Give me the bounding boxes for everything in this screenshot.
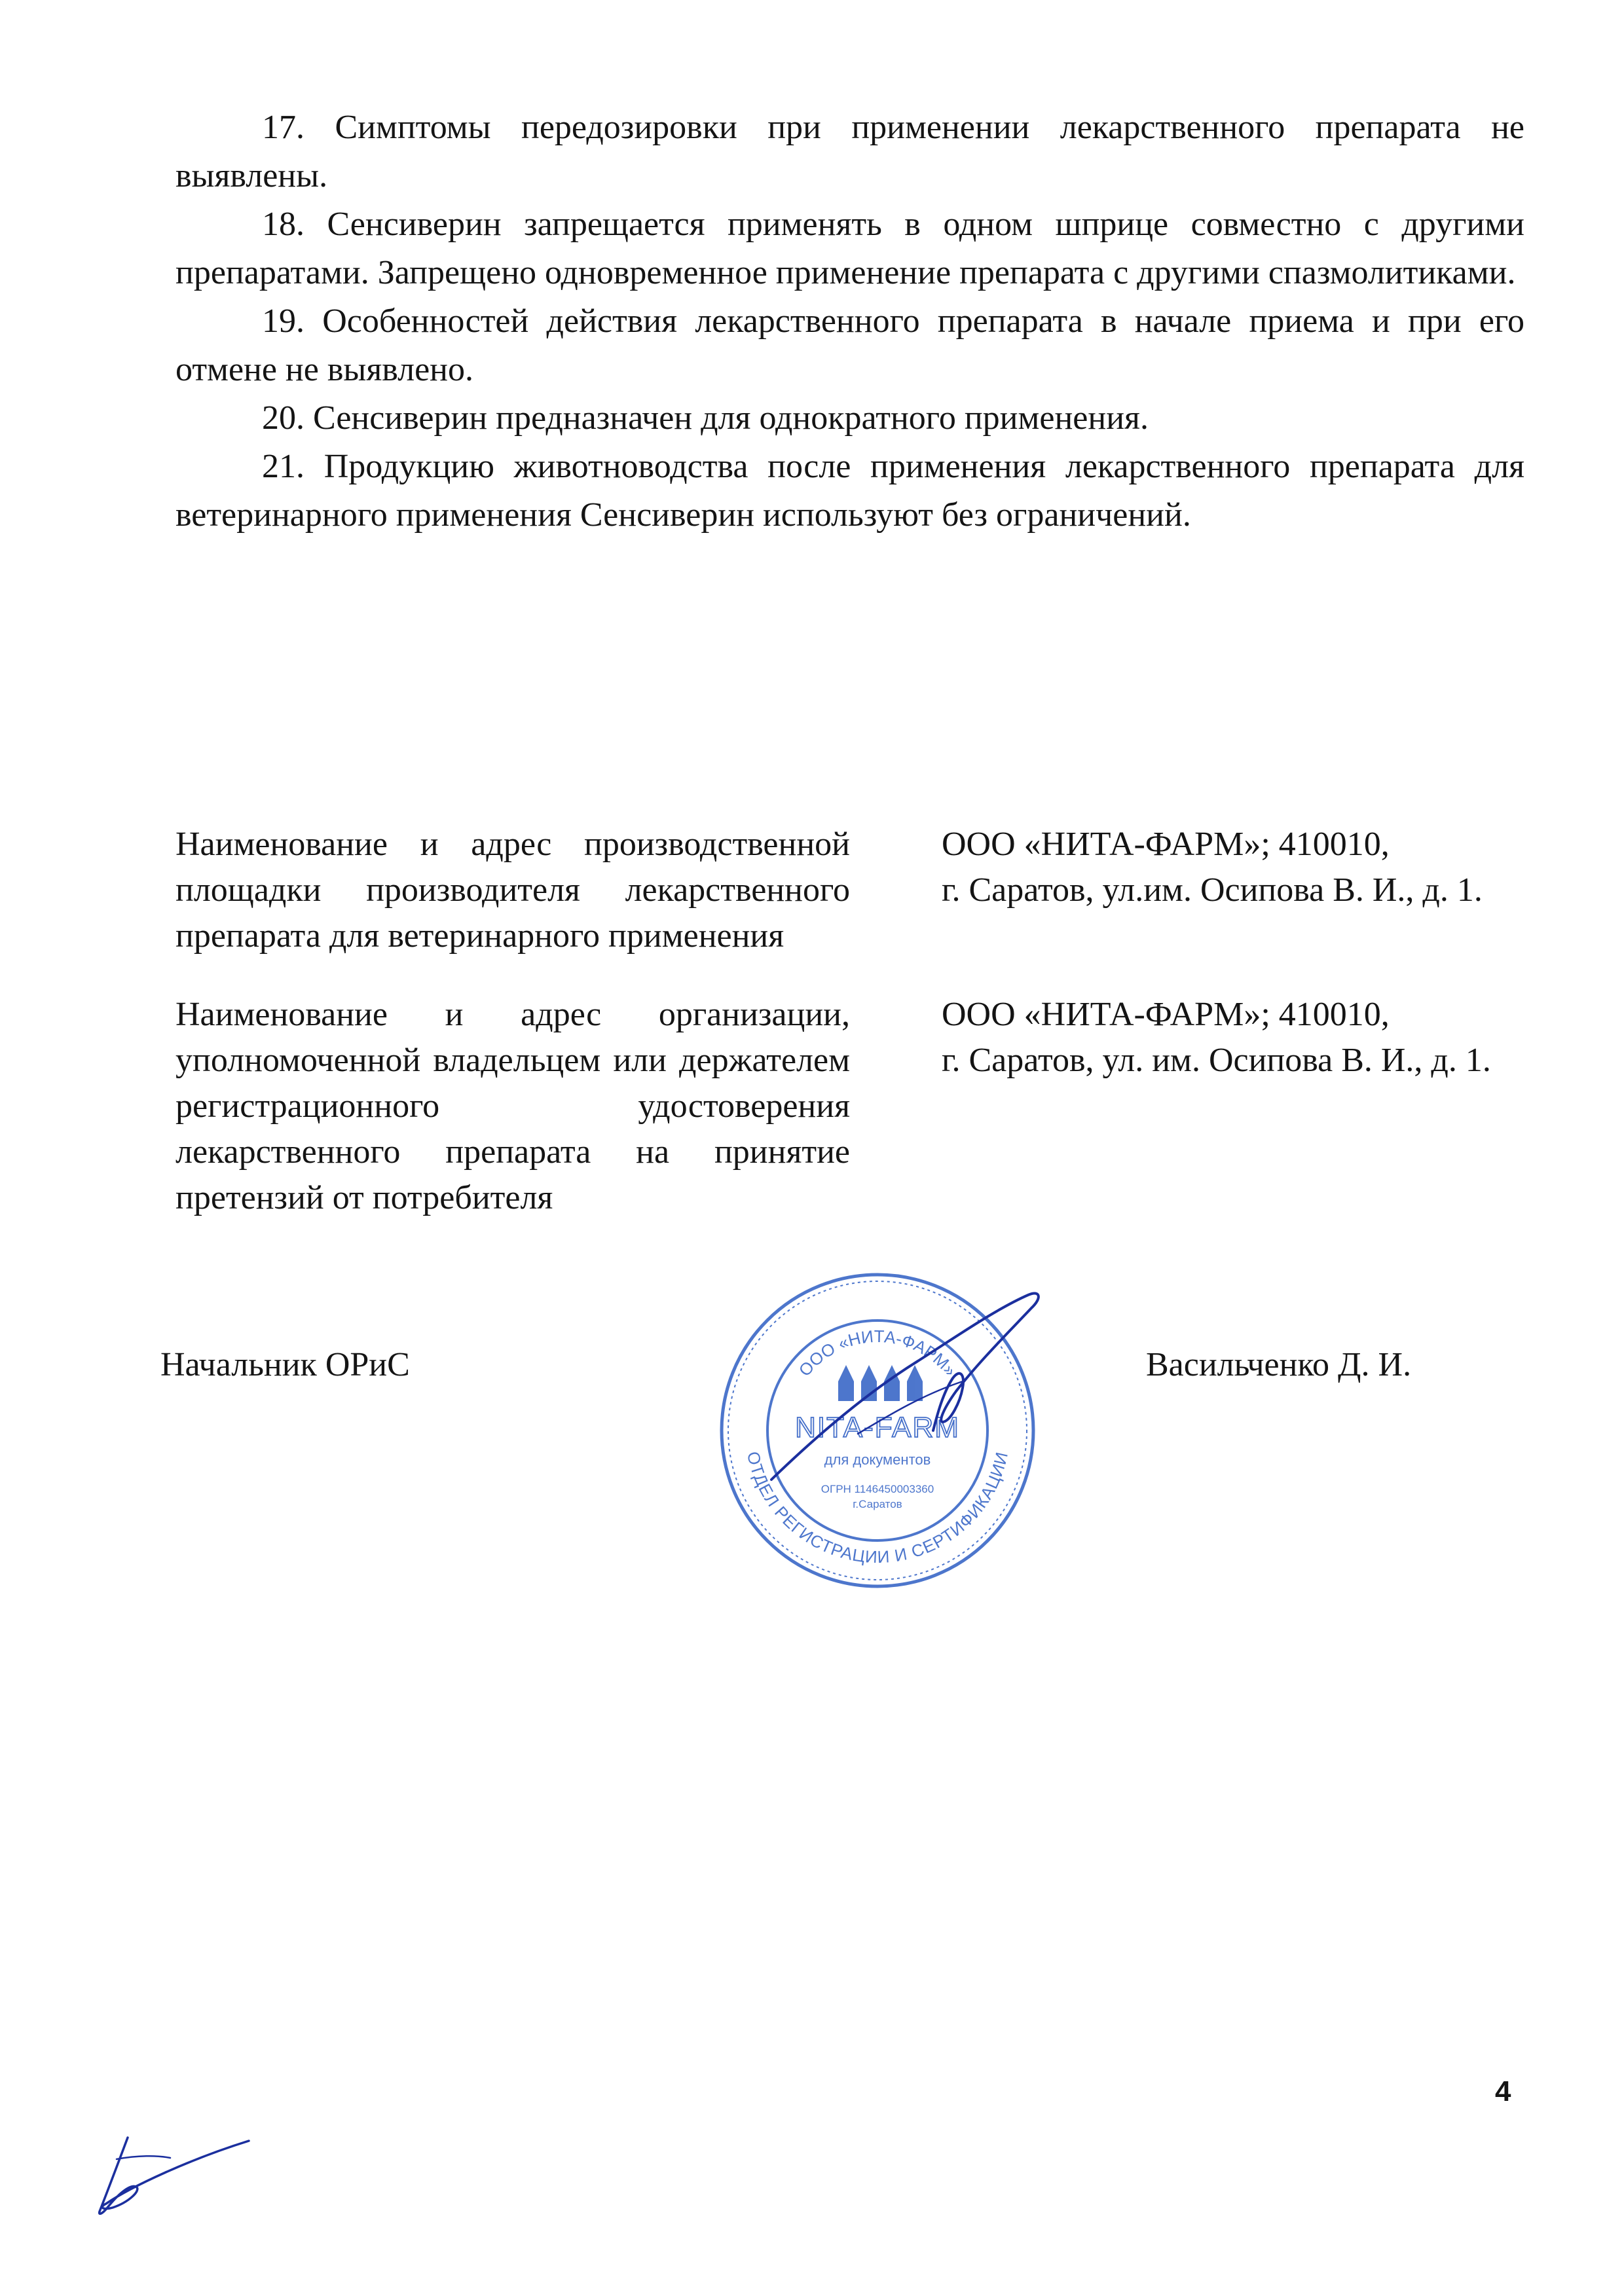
body-text bbox=[175, 103, 1524, 539]
paragraph-17: 17. Симптомы передозировки при применении лекарственного препарата не выявлены. bbox=[175, 109, 1524, 194]
manufacturer-address: ООО «НИТА-ФАРМ»; 410010, г. Саратов, ул.им. Осипова В. И., д. 1. bbox=[942, 826, 1483, 909]
claims-address: ООО «НИТА-ФАРМ»; 410010, г. Саратов, ул. им. Осипова В. И., д. 1. bbox=[942, 996, 1491, 1079]
manufacturer-label: Наименование и адрес производственной площадки производителя лекарственного препарата для ветеринарного применения bbox=[175, 826, 850, 955]
info-row bbox=[175, 992, 1577, 1221]
stamp-brand: NITA-FARM bbox=[795, 1412, 960, 1444]
stamp-ogrn: ОГРН 1146450003360 bbox=[821, 1483, 934, 1495]
paragraph-18: 18. Сенсиверин запрещается применять в одном шприце совместно с другими препаратами. Запрещено одновременное применение препарата с другими спазмолитиками. bbox=[175, 206, 1524, 291]
handwritten-initials bbox=[52, 2121, 262, 2219]
stamp-top-text: ООО «НИТА-ФАРМ» bbox=[794, 1326, 961, 1380]
claims-info bbox=[175, 992, 1577, 1221]
stamp-city: г.Саратов bbox=[853, 1498, 902, 1510]
stamp-bottom-text: ОТДЕЛ РЕГИСТРАЦИИ И СЕРТИФИКАЦИИ bbox=[743, 1449, 1012, 1567]
claims-label: Наименование и адрес организации, уполномоченной владельцем или держателем регистрационного удостоверения лекарственного препарата на принятие претензий от потребителя bbox=[175, 996, 850, 1216]
stamp-purpose: для документов bbox=[824, 1451, 931, 1468]
signer-name: Васильченко Д. И. bbox=[1146, 1346, 1412, 1383]
handwritten-signature bbox=[766, 1283, 1041, 1493]
info-row bbox=[175, 822, 1577, 959]
signer-position: Начальник ОРиС bbox=[160, 1346, 410, 1383]
manufacturer-info bbox=[175, 822, 1577, 959]
paragraph-20: 20. Сенсиверин предназначен для однократного применения. bbox=[262, 399, 1149, 437]
paragraph-21: 21. Продукцию животноводства после применения лекарственного препарата для ветеринарного применения Сенсиверин используют без ограничений. bbox=[175, 448, 1524, 534]
page-number: 4 bbox=[1495, 2075, 1511, 2107]
paragraph-19: 19. Особенностей действия лекарственного препарата в начале приема и при его отмене не выявлено. bbox=[175, 302, 1524, 388]
